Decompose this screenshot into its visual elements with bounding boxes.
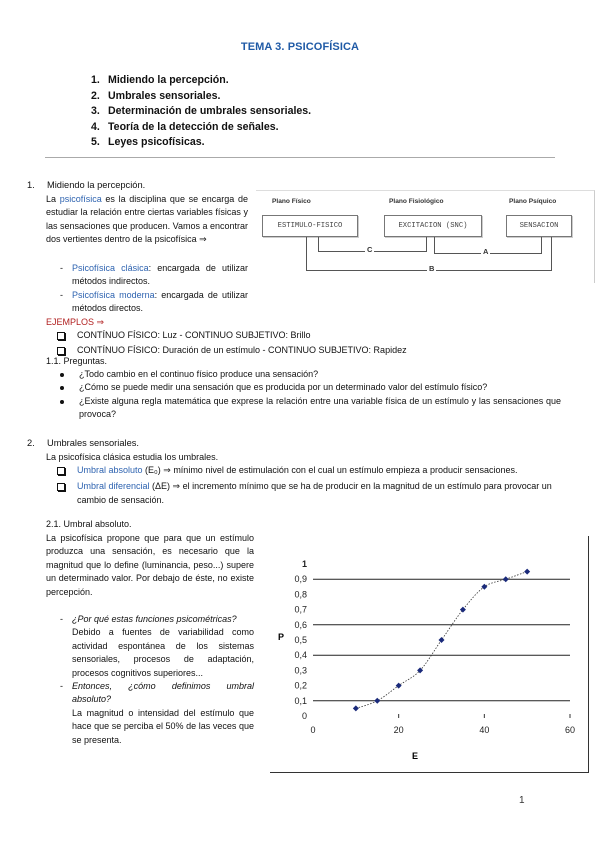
question-text: ¿Existe alguna regla matemática que exprese la relación entre una variable física de un estímulo y las sensaciones que provoca?	[79, 395, 561, 420]
x-tick-label: 20	[393, 725, 404, 735]
symbol: (ΔE) ⇒	[149, 481, 183, 492]
examples-list	[57, 329, 557, 360]
section-title: Midiendo la percepción.	[47, 180, 146, 190]
x-tick-label: 0	[310, 725, 316, 735]
term-modern: Psicofísica moderna	[72, 289, 155, 300]
text: es la disciplina que se encarga de estudiar la relación entre ciertas variables físicas y las sensaciones que producen. Vamos a encontrar dos vertientes dentro de la psicofísica ⇒	[46, 194, 248, 245]
question-text: ¿Cómo se puede medir una sensación que es producida por un determinado valor del estímulo físico?	[79, 382, 488, 393]
section-1-heading	[27, 179, 145, 192]
y-tick-label: 0,5	[294, 635, 307, 645]
table-of-contents	[91, 73, 311, 151]
checkbox-bullet-icon	[57, 467, 65, 475]
symbol: (E₀) ⇒	[142, 465, 174, 475]
y-tick-label: 0,1	[294, 695, 307, 706]
connector-label-a: A	[483, 247, 489, 256]
questions-heading: 1.1. Preguntas.	[46, 356, 108, 366]
section-2-intro: La psicofísica clásica estudia los umbrales.	[46, 452, 219, 462]
section-number: 1.	[27, 180, 35, 190]
question-item	[59, 395, 561, 422]
branch-item	[46, 289, 248, 316]
term-umbral-absoluto: Umbral absoluto	[77, 465, 143, 475]
data-point	[460, 607, 466, 613]
page-number: 1	[519, 795, 525, 806]
questions-list	[59, 368, 561, 422]
data-point	[524, 569, 530, 575]
y-tick-label: 0,6	[294, 619, 307, 630]
y-axis-label: P	[278, 632, 285, 642]
example-item	[57, 344, 557, 359]
qa-answer: La magnitud o intensidad del estímulo que hace que se perciba el 50% de las veces que se presenta.	[72, 707, 254, 745]
branches-list	[46, 262, 248, 316]
data-point	[374, 698, 380, 704]
y-tick-label: 1	[301, 559, 307, 569]
connector-label-b: B	[429, 264, 435, 273]
threshold-text	[77, 464, 518, 479]
psicofisica-definition	[46, 193, 248, 247]
y-tick-label: 0,9	[294, 574, 307, 585]
psychometric-chart	[270, 536, 589, 773]
toc-item	[91, 120, 311, 136]
box-excitacion: EXCITACION (SNC)	[384, 215, 482, 237]
text: La	[46, 194, 60, 204]
y-tick-label: 0	[301, 711, 307, 721]
y-tick-label: 0,7	[294, 604, 307, 615]
threshold-item	[57, 464, 559, 479]
section-number: 2.	[27, 438, 35, 448]
y-tick-label: 0,4	[294, 650, 307, 661]
term-classic: Psicofísica clásica	[72, 263, 149, 273]
toc-label: Umbrales sensoriales.	[108, 89, 221, 102]
data-point	[439, 637, 445, 643]
connector-line	[318, 237, 319, 251]
example-item	[57, 329, 557, 344]
dash-marker: -	[60, 681, 63, 692]
qa-question: ¿Por qué estas funciones psicométricas?	[72, 614, 237, 624]
x-tick-labels	[310, 714, 575, 735]
text: : encargada de utilizar métodos indirectos.	[72, 263, 248, 287]
section-2-heading	[27, 437, 139, 450]
term-psicofisica: psicofísica	[59, 194, 102, 204]
x-tick-label: 40	[479, 725, 490, 735]
thresholds-list	[57, 464, 559, 507]
toc-item	[91, 73, 311, 89]
x-axis-label: E	[412, 751, 419, 761]
y-tick-label: 0,3	[294, 665, 307, 676]
data-point	[396, 683, 402, 689]
bullet-icon	[60, 400, 64, 404]
subsection-heading: 2.1. Umbral absoluto.	[46, 519, 132, 529]
toc-number: 5.	[91, 136, 100, 149]
data-point	[503, 576, 509, 582]
bullet-icon	[60, 386, 64, 390]
branch-text	[72, 289, 248, 316]
toc-label: Leyes psicofísicas.	[108, 136, 205, 149]
y-tick-labels	[294, 559, 307, 721]
data-point	[353, 705, 359, 711]
term-umbral-diferencial: Umbral diferencial	[77, 481, 150, 492]
connector-line	[306, 237, 307, 270]
connector-line	[434, 237, 435, 253]
toc-label: Determinación de umbrales sensoriales.	[108, 105, 312, 118]
toc-item	[91, 135, 311, 151]
chart-svg	[270, 536, 588, 772]
text: el incremento mínimo que se ha de producir en la magnitud de un estímulo para provocar un cambio de sensación.	[77, 481, 552, 505]
x-tick-label: 60	[564, 725, 576, 735]
connector-label-c: C	[367, 245, 373, 254]
box-estimulo-fisico: ESTIMULO-FISICO	[262, 215, 358, 237]
toc-label: Midiendo la percepción.	[108, 74, 229, 86]
bullet-icon	[60, 373, 64, 377]
section-title: Umbrales sensoriales.	[47, 438, 139, 448]
qa-question: Entonces, ¿cómo definimos umbral absoluto?	[72, 681, 254, 705]
dash-marker: -	[60, 263, 63, 273]
qa-list	[46, 613, 254, 747]
connector-line	[551, 237, 552, 270]
text: mínimo nivel de estimulación con el cual un estímulo empieza a producir sensaciones.	[173, 465, 518, 475]
threshold-item	[57, 480, 559, 507]
dash-marker: -	[60, 289, 63, 300]
toc-number: 3.	[91, 105, 100, 118]
horizontal-divider	[45, 157, 555, 158]
checkbox-bullet-icon	[57, 332, 65, 340]
example-text: CONTÍNUO FÍSICO: Luz - CONTINUO SUBJETIVO: Brillo	[77, 330, 311, 340]
question-item	[59, 381, 561, 394]
toc-number: 2.	[91, 89, 100, 102]
threshold-text	[77, 480, 559, 507]
question-item	[59, 368, 561, 381]
qa-item	[46, 613, 254, 680]
toc-number: 1.	[91, 74, 100, 86]
y-tick-label: 0,2	[294, 680, 307, 691]
box-sensacion: SENSACION	[506, 215, 572, 237]
dash-marker: -	[60, 614, 63, 624]
question-text: ¿Todo cambio en el continuo físico produce una sensación?	[79, 369, 319, 379]
branch-text	[72, 262, 248, 289]
example-text: CONTÍNUO FÍSICO: Duración de un estímulo - CONTINUO SUBJETIVO: Rapidez	[77, 345, 407, 356]
plane-label-psiquico: Plano Psíquico	[509, 198, 557, 205]
text: : encargada de utilizar métodos directos.	[72, 289, 248, 314]
toc-label: Teoría de la detección de señales.	[108, 120, 279, 133]
qa-answer: Debido a fuentes de variabilidad como actividad espontánea de los sistemas sensoriales, procesos de adaptación, procesos cognitivos superiores...	[72, 627, 254, 678]
plane-label-fisico: Plano Físico	[272, 198, 311, 205]
connector-line	[426, 237, 427, 251]
data-points	[353, 569, 530, 712]
checkbox-bullet-icon	[57, 483, 65, 491]
qa-item	[46, 680, 254, 747]
planes-diagram	[256, 188, 600, 288]
toc-number: 4.	[91, 120, 100, 133]
plane-label-fisiologico: Plano Fisiológico	[389, 198, 444, 205]
toc-item	[91, 89, 311, 105]
document-title: TEMA 3. PSICOFÍSICA	[240, 41, 360, 53]
branch-item	[46, 262, 248, 289]
umbral-absoluto-intro: La psicofísica propone que para que un estímulo produzca una sensación, es necesario que la magnitud que lo define (luminancia, peso...) supere un determinado valor. Por debajo de éste, no existe percepción.	[46, 533, 254, 597]
connector-line	[541, 237, 542, 253]
toc-item	[91, 104, 311, 120]
y-tick-label: 0,8	[294, 589, 307, 600]
examples-label: EJEMPLOS ⇒	[46, 317, 105, 327]
